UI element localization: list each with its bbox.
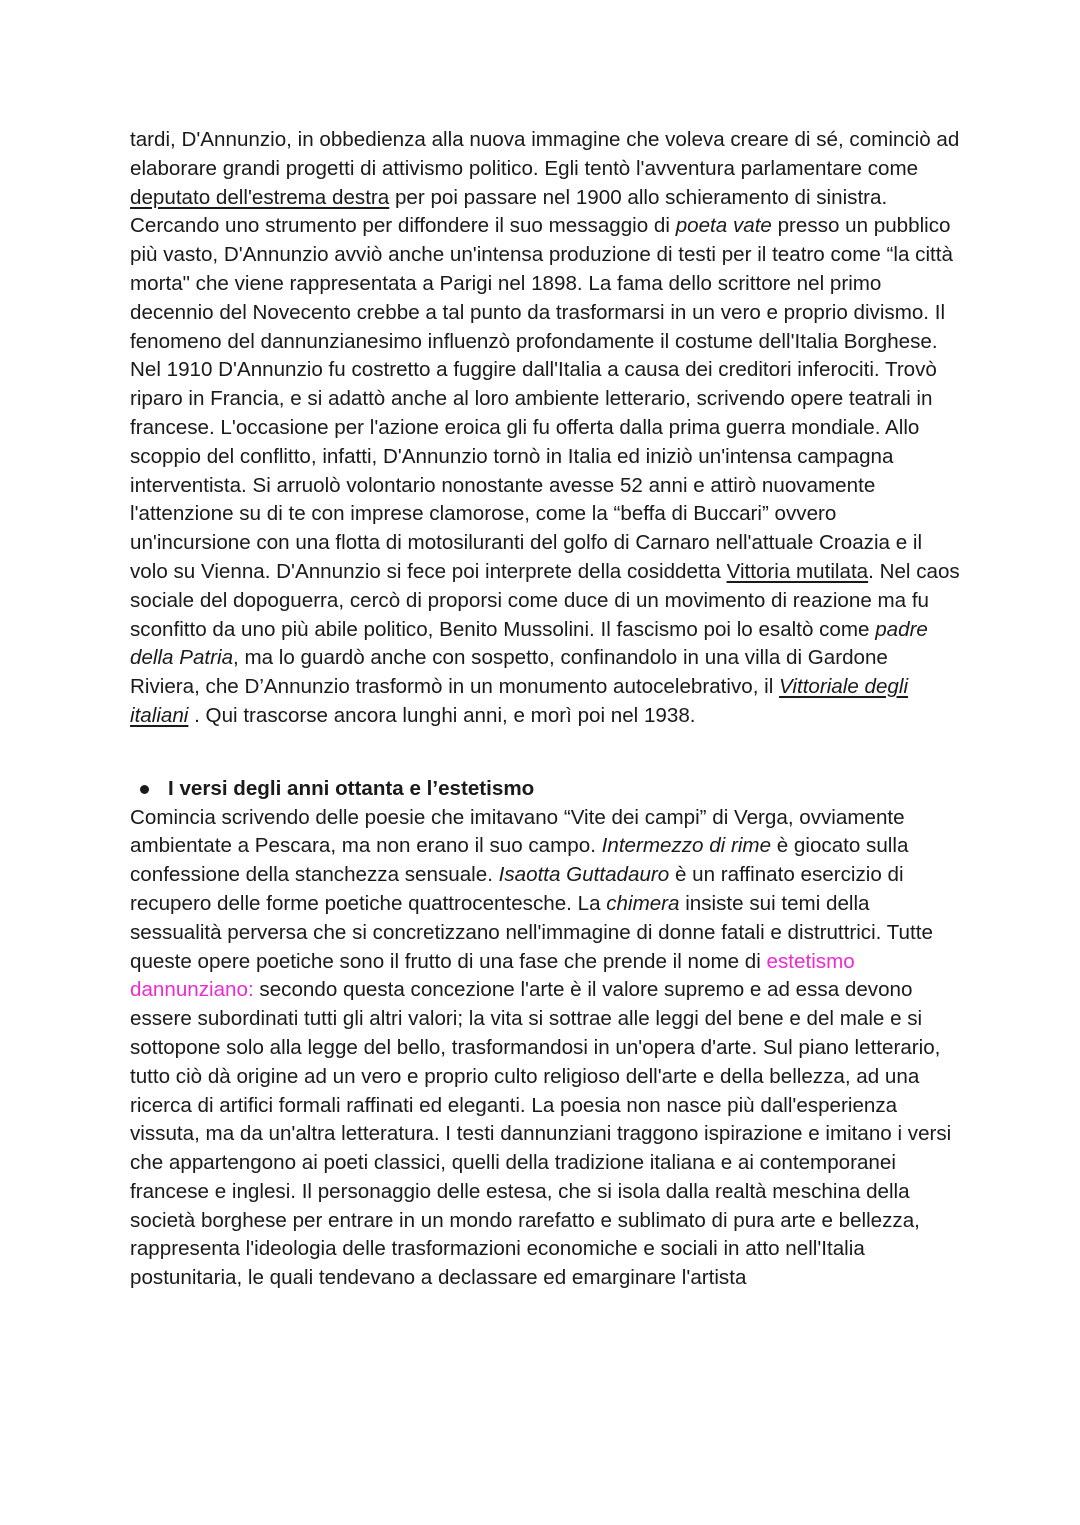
intermezzo-emphasis: Intermezzo di rime (601, 834, 772, 858)
document-page (130, 126, 960, 1293)
text-run: per poi passare nel 1900 allo schieramento di sinistra. Cercando uno strumento per diffondere il suo messaggio di (130, 185, 888, 238)
text-run: presso un pubblico più vasto, D'Annunzio avviò anche un'intensa produzione di testi per il teatro come “la città morta" che viene rappresentata a Parigi nel 1898. La fama dello scrittore nel primo decennio del Novecento crebbe a tal punto da trasformarsi in un vero e proprio divismo. Il fenomeno del dannunzianesimo influenzò profondamente il costume dell'Italia Borghese. Nel 1910 D'Annunzio fu costretto a fuggire dall'Italia a causa dei creditori inferociti. Trovò riparo in Francia, e si adattò anche al loro ambiente letterario, scrivendo opere teatrali in francese. L'occasione per l'azione eroica gli fu offerta dalla prima guerra mondiale. Allo scoppio del conflitto, infatti, D'Annunzio tornò in Italia ed iniziò un'intensa campagna interventista. Si arruolò volontario nonostante avesse 52 anni e attirò nuovamente l'attenzione su di te con imprese clamorose, come la “beffa di Buccari” ovvero un'incursione con una flotta di motosiluranti del golfo di Carnaro nell'attuale Croazia e il volo su Vienna. D'Annunzio si fece poi interprete della cosiddetta (130, 214, 953, 583)
section-heading-text: I versi degli anni ottanta e l’estetismo (168, 776, 535, 800)
text-run: tardi, D'Annunzio, in obbedienza alla nuova immagine che voleva creare di sé, cominciò ad elaborare grandi progetti di attivismo politico. Egli tentò l'avventura parlamentare come (130, 128, 960, 180)
text-run: secondo questa concezione l'arte è il valore supremo e ad essa devono essere subordinati tutti gli altri valori; la vita si sottrae alle leggi del bene e del male e si sottopone solo alla legge del bello, trasformandosi in un'opera d'arte. Sul piano letterario, tutto ciò dà origine ad un vero e proprio culto religioso dell'arte e della bellezza, ad una ricerca di artifici formali raffinati ed eleganti. La poesia non nasce più dall'esperienza vissuta, ma da un'altra letteratura. I testi dannunziani traggono ispirazione e imitano i versi che appartengono ai poeti classici, quelli della tradizione italiana e ai contemporanei francese e inglesi. Il personaggio delle estesa, che si isola dalla realtà meschina della società borghese per entrare in un mondo rarefatto e sublimato di pura arte e bellezza, rappresenta l'ideologia delle trasformazioni economiche e sociali in atto nell'Italia postunitaria, le quali tendevano a declassare ed emarginare l'artista (130, 978, 952, 1290)
section-heading (130, 775, 960, 804)
text-run: . Nel caos sociale del dopoguerra, cercò di proporsi come duce di un movimento di reazione ma fu sconfitto da uno più abile politico, Benito Mussolini. Il fascismo poi lo esaltò come (130, 559, 960, 641)
text-run: insiste sui temi della sessualità perversa che si concretizzano nell'immagine di donne fatali e distruttrici. Tutte queste opere poetiche sono il frutto di una fase che prende il nome di (130, 891, 933, 973)
text-run: è un raffinato esercizio di recupero delle forme poetiche quattrocentesche. La (130, 863, 904, 915)
paragraph-spacer (130, 731, 960, 775)
text-run: . Qui trascorse ancora lunghi anni, e morì poi nel 1938. (188, 703, 696, 727)
biography-paragraph (130, 126, 960, 731)
vittoriale-link[interactable]: Vittoriale degli italiani (130, 675, 909, 727)
text-run: , ma lo guardò anche con sospetto, confinandolo in una villa di Gardone Riviera, che D’Annunzio trasformò in un monumento autocelebrativo, il (130, 646, 888, 699)
chimera-emphasis: chimera (606, 891, 680, 915)
bullet-icon (140, 785, 149, 794)
text-run: Comincia scrivendo delle poesie che imitavano “Vite dei campi” di Verga, ovviamente ambientate a Pescara, ma non erano il suo campo. (130, 805, 905, 858)
text-run: è giocato sulla confessione della stanchezza sensuale. (130, 834, 909, 887)
isaotta-emphasis: Isaotta Guttadauro (498, 863, 670, 887)
padre-patria-emphasis: padre della Patria (130, 617, 928, 670)
estetismo-paragraph (130, 804, 960, 1294)
estetismo-highlight: estetismo dannunziano: (130, 949, 855, 1002)
deputato-link[interactable]: deputato dell'estrema destra (130, 185, 390, 209)
vittoria-mutilata-link[interactable]: Vittoria mutilata (726, 559, 869, 583)
poeta-vate-emphasis: poeta vate (675, 214, 772, 238)
